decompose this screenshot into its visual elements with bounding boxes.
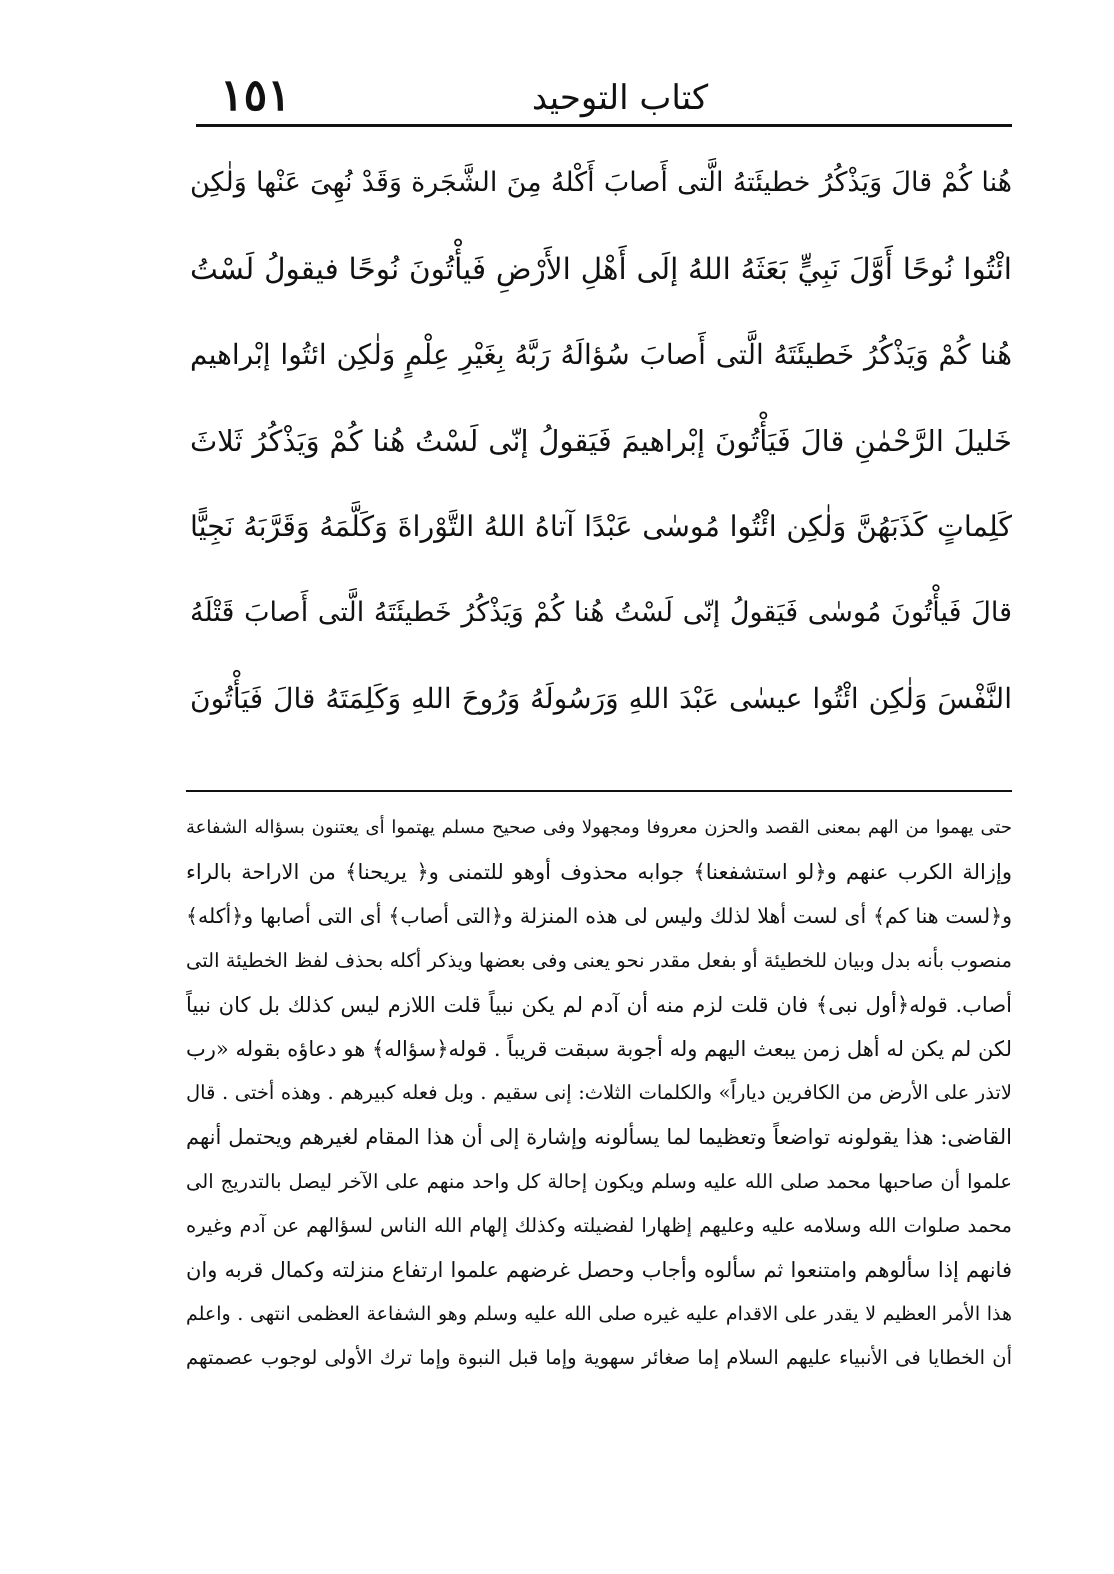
- main-text: [190, 140, 1012, 742]
- footnote-line: القاضى: هذا يقولونه تواضعاً وتعظيما لما يسألونه وإشارة إلى أن هذا المقام لغيرهم ويحتمل أنهم: [186, 1125, 1012, 1150]
- footnote-line: محمد صلوات الله وسلامه عليه وعليهم إظهارا لفضيلته وكذلك إلهام الله الناس لسؤالهم عن آدم وغيره: [186, 1213, 1012, 1237]
- footnote-line: أصاب. قوله﴿أول نبى﴾ فان قلت لزم منه أن آدم لم يكن نبياً قلت اللازم ليس كذلك بل كان نبياً: [186, 992, 1012, 1017]
- main-text-line: ائْتُوا نُوحًا أَوَّلَ نَبِيٍّ بَعَثَهُ اللهُ إلَى أَهْلِ الأَرْضِ فَيأْتُونَ نُوحًا فيقولُ لَسْتُ: [190, 252, 1012, 286]
- header-rule: [196, 124, 1012, 127]
- footnote-line: لاتذر على الأرض من الكافرين دياراً» والكلمات الثلاث: إنى سقيم . وبل فعله كبيرهم . وهذه أختى . قال: [186, 1081, 1012, 1105]
- footnote-line: أن الخطايا فى الأنبياء عليهم السلام إما صغائر سهوية وإما قبل النبوة وإما ترك الأولى لوجوب عصمتهم: [186, 1346, 1012, 1370]
- main-text-line: النَّفْسَ وَلٰكِن ائْتُوا عيسٰى عَبْدَ اللهِ وَرَسُولَهُ وَرُوحَ اللهِ وَكَلِمَتَهُ قالَ فَيَأْتُونَ: [190, 682, 1012, 715]
- footnote-line: منصوب بأنه بدل وبيان للخطيئة أو بفعل مقدر نحو يعنى وفى بعضها ويذكر أكله بحذف لفظ الخطيئة التى: [186, 948, 1012, 972]
- main-text-line: خَليلَ الرَّحْمٰنِ قالَ فَيَأْتُونَ إبْراهيمَ فَيَقولُ إنّى لَسْتُ هُنا كُمْ وَيَذْكُرُ ثَلاثَ: [190, 424, 1012, 458]
- footnote-line: وإزالة الكرب عنهم و﴿لو استشفعنا﴾ جوابه محذوف أوهو للتمنى و﴿ يريحنا﴾ من الاراحة بالراء: [186, 860, 1012, 885]
- page-number: ١٥١: [220, 70, 291, 121]
- footnote-line: لكن لم يكن له أهل زمن يبعث اليهم وله أجوبة سبقت قريباً . قوله﴿سؤاله﴾ هو دعاؤه بقوله «رب: [186, 1036, 1012, 1061]
- footnote-line: و﴿لست هنا كم﴾ أى لست أهلا لذلك وليس لى هذه المنزلة و﴿التى أصاب﴾ أى التى أصابها و﴿أكله﴾: [186, 904, 1012, 929]
- main-text-line: هُنا كُمْ وَيَذْكُرُ خَطيئَتَهُ الَّتى أَصابَ سُؤالَهُ رَبَّهُ بِغَيْرِ عِلْمٍ وَلٰكِن ائتُوا إبْراهيم: [190, 338, 1012, 371]
- running-title: كتاب التوحيد: [531, 78, 709, 118]
- main-text-line: كَلِماتٍ كَذَبَهُنَّ وَلٰكِن ائْتُوا مُوسٰى عَبْدًا آتاهُ اللهُ التَّوْراةَ وَكَلَّمَهُ وَقَرَّبَهُ نَجِيًّا: [190, 510, 1012, 543]
- footnote-line: حتى يهموا من الهم بمعنى القصد والحزن معروفا ومجهولا وفى صحيح مسلم يهتموا أى يعتنون بسؤاله الشفاعة: [186, 817, 1012, 838]
- main-text-line: هُنا كُمْ قالَ وَيَذْكُرُ خطيئَتهُ الَّتى أَصابَ أَكْلهُ مِنَ الشَّجَرة وَقَدْ نُهِىَ عَنْها وَلٰكِن: [190, 167, 1012, 198]
- footnote-line: فانهم إذا سألوهم وامتنعوا ثم سألوه وأجاب وحصل غرضهم علموا ارتفاع منزلته وكمال قربه وان: [186, 1257, 1012, 1282]
- footnote-line: هذا الأمر العظيم لا يقدر على الاقدام عليه غيره صلى الله عليه وسلم وهو الشفاعة العظمى انتهى . واعلم: [186, 1303, 1012, 1326]
- page-header: [180, 62, 1020, 124]
- footnote-line: علموا أن صاحبها محمد صلى الله عليه وسلم ويكون إحالة كل واحد منهم على الآخر ليصل بالتدريج الى: [186, 1169, 1012, 1193]
- footnote-rule: [186, 790, 1012, 792]
- footnotes: [186, 806, 1012, 1380]
- main-text-line: قالَ فَيأْتُونَ مُوسٰى فَيَقولُ إنّى لَسْتُ هُنا كُمْ وَيَذْكُرُ خَطيئَتَهُ الَّتى أَصابَ قَتْلَهُ: [190, 597, 1012, 628]
